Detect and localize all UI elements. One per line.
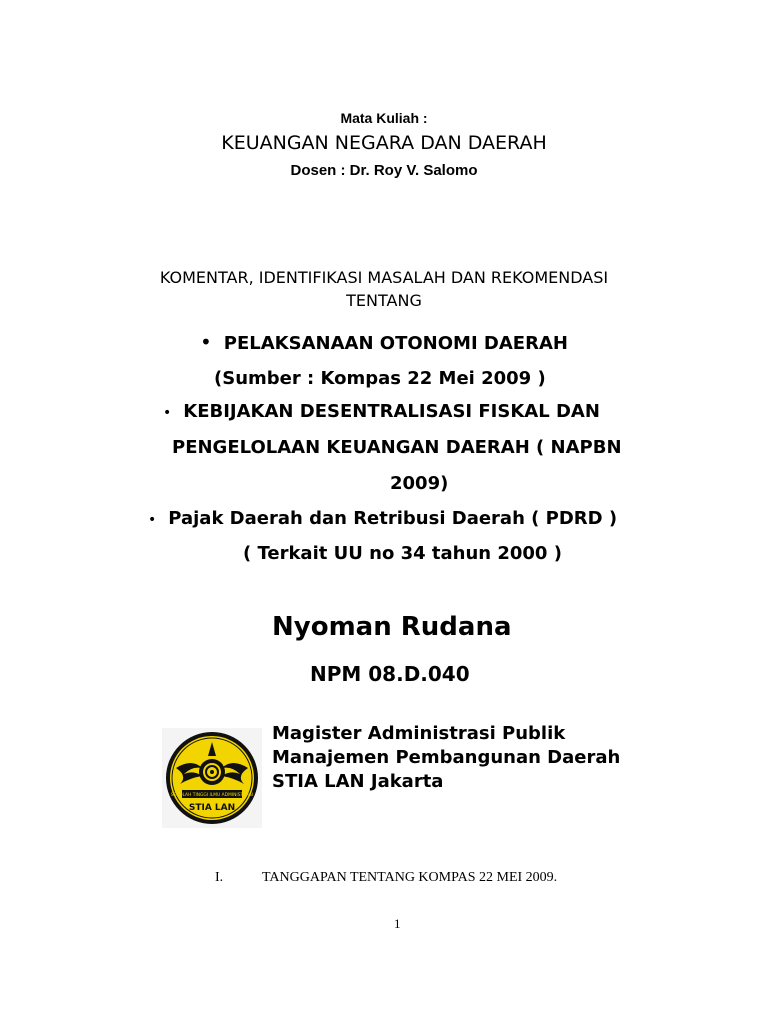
topic-line-2: TENTANG	[346, 291, 422, 310]
lecturer: Dosen : Dr. Roy V. Salomo	[290, 162, 478, 179]
institution-line-3: STIA LAN Jakarta	[272, 771, 444, 792]
topic-line-1: KOMENTAR, IDENTIFIKASI MASALAH DAN REKOMENDASI	[159, 268, 609, 287]
stia-lan-logo	[162, 728, 262, 828]
course-title: KEUANGAN NEGARA DAN DAERAH	[221, 132, 547, 154]
section-title: TANGGAPAN TENTANG KOMPAS 22 MEI 2009.	[262, 870, 558, 885]
bullet-marker: •	[200, 330, 212, 354]
bullet-3-note: ( Terkait UU no 34 tahun 2000 )	[243, 543, 562, 564]
logo-emblem-icon	[162, 728, 262, 828]
bullet-2-line-2: PENGELOLAAN KEUANGAN DAERAH ( NAPBN	[172, 437, 622, 458]
author-npm: NPM 08.D.040	[310, 662, 470, 686]
page-number: 1	[394, 916, 401, 931]
bullet-item-1	[200, 330, 568, 354]
logo-label: STIA LAN	[188, 803, 236, 813]
bullet-marker: •	[163, 405, 172, 421]
bullet-1-source: (Sumber : Kompas 22 Mei 2009 )	[214, 368, 546, 389]
bullet-2-line-3: 2009)	[390, 473, 449, 494]
bullet-2-line-1: KEBIJAKAN DESENTRALISASI FISKAL DAN	[183, 401, 600, 422]
logo-ring-text: SEKOLAH TINGGI ILMU ADMINISTRASI	[170, 793, 254, 798]
institution-line-2: Manajemen Pembangunan Daerah	[272, 747, 621, 768]
section-number: I.	[215, 870, 224, 885]
bullet-item-2	[163, 401, 600, 422]
bullet-item-3	[148, 508, 617, 529]
institution-block	[272, 722, 620, 794]
author-name: Nyoman Rudana	[272, 612, 512, 642]
course-label: Mata Kuliah :	[340, 110, 428, 126]
bullet-1-text: PELAKSANAAN OTONOMI DAERAH	[223, 333, 568, 354]
bullet-marker: •	[148, 512, 157, 528]
institution-line-1: Magister Administrasi Publik	[272, 723, 566, 744]
bullet-3-text: Pajak Daerah dan Retribusi Daerah ( PDRD )	[168, 508, 618, 529]
